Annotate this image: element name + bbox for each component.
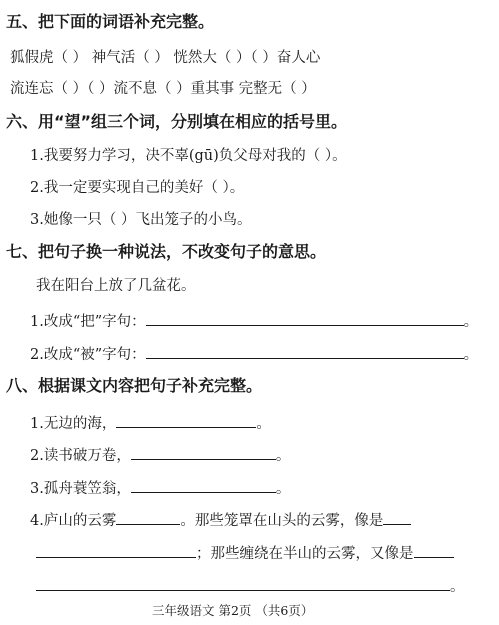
period: 。: [463, 347, 479, 363]
answer-line[interactable]: [383, 509, 411, 525]
answer-line[interactable]: [414, 542, 454, 558]
question-text: ；那些缠绕在半山的云雾，又像是: [196, 546, 414, 562]
section-6-question-2: 2.我一定要实现自己的美好（ ）。: [30, 180, 245, 196]
question-label: 1.改成“把”字句：: [30, 314, 146, 330]
period: 。: [450, 579, 465, 595]
answer-line[interactable]: [116, 412, 256, 428]
section-8-question-3: [30, 477, 290, 499]
section-8-question-4-line-3: [36, 575, 465, 597]
section-6-question-1: 1.我要努力学习，决不辜(gū)负父母对我的（ ）。: [30, 148, 347, 164]
question-label: 2.读书破万卷，: [30, 448, 131, 464]
section-8-heading: 八、根据课文内容把句子补充完整。: [6, 376, 263, 395]
section-8-question-2: [30, 444, 290, 466]
answer-line[interactable]: [36, 542, 196, 558]
section-8-question-1: [30, 412, 271, 434]
section-7-sentence: 我在阳台上放了几盆花。: [36, 278, 196, 294]
section-7-question-1: [30, 310, 478, 332]
period: 。: [256, 416, 271, 432]
section-6-question-3: 3.她像一只（ ）飞出笼子的小鸟。: [30, 212, 252, 228]
answer-line[interactable]: [131, 444, 276, 460]
question-label: 1.无边的海，: [30, 416, 117, 432]
answer-line[interactable]: [146, 343, 464, 359]
section-5-heading: 五、把下面的词语补充完整。: [6, 12, 215, 31]
section-5-row-1: 狐假虎（ ） 神气活（ ） 恍然大（ ）（ ）奋人心: [10, 50, 321, 66]
period: 。: [275, 448, 291, 464]
page-footer: 三年级语文 第2页 （共6页）: [152, 603, 314, 618]
section-8-question-4-line-2: [36, 542, 454, 564]
period: 。: [463, 314, 479, 330]
question-label: 2.改成“被”字句：: [30, 347, 146, 363]
section-5-row-2: 流连忘（ ）（ ）流不息（ ）重其事 完整无（ ）: [10, 81, 316, 97]
section-7-heading: 七、把句子换一种说法，不改变句子的意思。: [6, 242, 327, 261]
section-6-heading: 六、用“望”组三个词，分别填在相应的括号里。: [6, 112, 348, 131]
section-8-question-4: [30, 509, 411, 531]
question-label: 3.孤舟蓑笠翁，: [30, 481, 131, 497]
answer-line[interactable]: [116, 509, 180, 525]
answer-line[interactable]: [36, 575, 450, 591]
question-label: 4.庐山的云雾: [30, 513, 117, 529]
question-text: 。那些笼罩在山头的云雾，像是: [180, 513, 384, 529]
answer-line[interactable]: [131, 477, 276, 493]
section-7-question-2: [30, 343, 478, 365]
period: 。: [275, 481, 291, 497]
answer-line[interactable]: [146, 310, 464, 326]
